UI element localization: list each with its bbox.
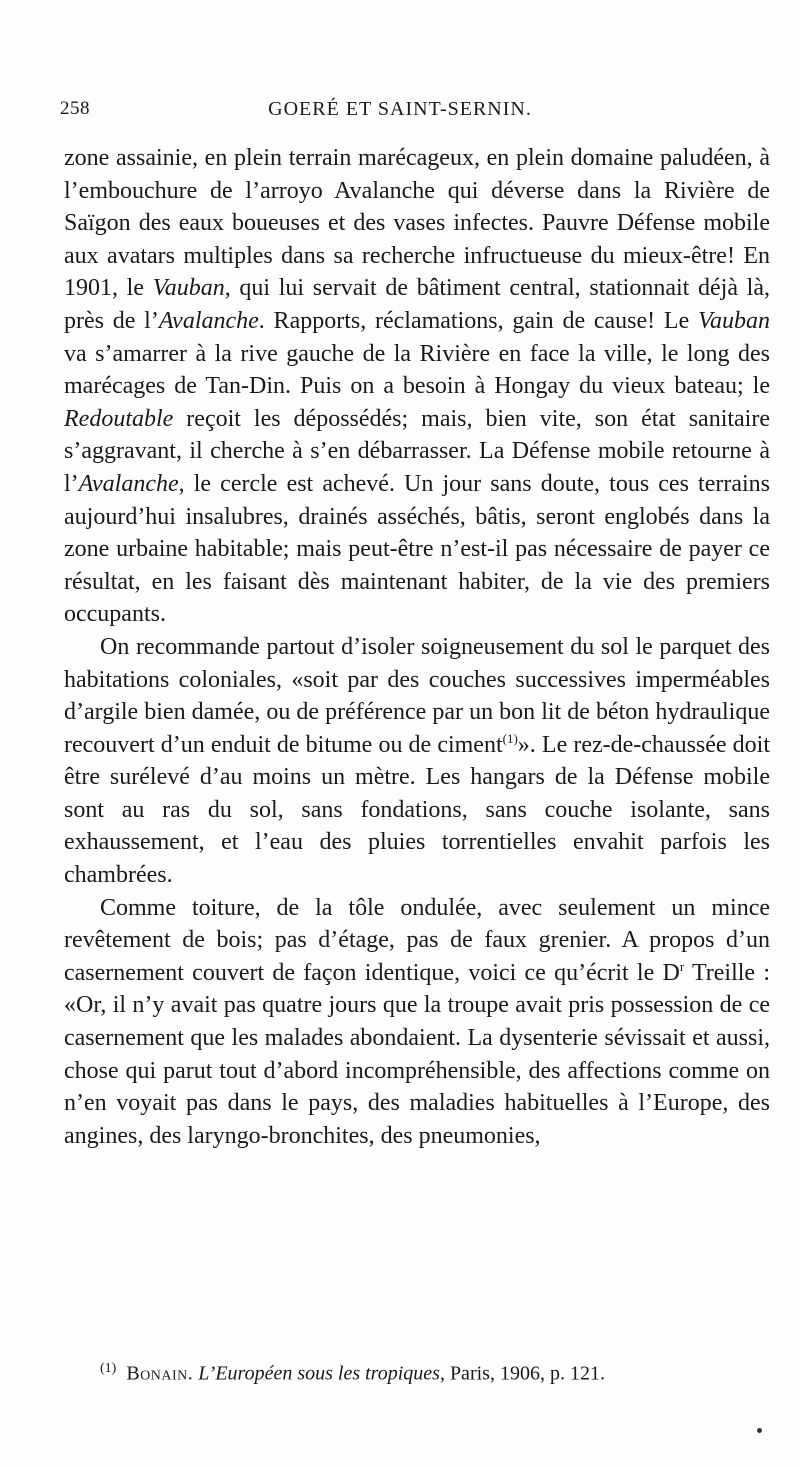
- ink-speck: [757, 1428, 762, 1433]
- text-run: , qui lui servait de bâtiment central, stationnait déjà là, près de l’: [64, 275, 770, 334]
- text-run: reçoit les dépossédés; mais, bien vite, son état sanitaire s’aggravant, il cherche à s’en débarrasser. La Défense mobile retourne à l’: [64, 405, 770, 497]
- text-run: , le cercle est achevé. Un jour sans doute, tous ces terrains aujourd’hui insalubres, drainés asséchés, bâtis, seront englobés dans la zone urbaine habitable; mais peut-être n’est-il pas nécessaire de payer ce résultat, en les faisant dès maintenant habiter, de la vie des premiers occupants.: [64, 470, 770, 628]
- text-run: ». Le rez-de-chaussée doit être surélevé d’au moins un mètre. Les hangars de la Défense mobile sont au ras du sol, sans fondations, sans couche isolante, sans exhaussement, et l’eau des pluies torrentielles envahit parfois les chambrées.: [64, 731, 770, 889]
- superscript: r: [679, 958, 685, 974]
- paragraph: [64, 892, 770, 1153]
- paragraph: [64, 142, 770, 631]
- footnote-author: Bonain.: [126, 1362, 194, 1385]
- text-run: va s’amarrer à la rive gauche de la Rivière en face la ville, le long des marécages de Tan-Din. Puis on a besoin à Hongay du vieux bateau; le: [64, 340, 770, 400]
- italic-text: Redoutable: [64, 405, 174, 432]
- text-run: zone assainie, en plein terrain marécageux, en plein domaine paludéen, à l’embouchure de l’arroyo Avalanche qui déverse dans la Rivière de Saïgon des eaux boueuses et des vases infectes. Pauvre Défense mobile aux avatars multiples dans sa recherche infructueuse du mieux-être! En 1901, le: [64, 145, 770, 302]
- italic-text: Avalanche: [78, 470, 179, 497]
- page-number: 258: [60, 98, 90, 119]
- superscript: (1): [502, 730, 518, 746]
- footnote-details: , Paris, 1906, p. 121.: [439, 1362, 605, 1385]
- italic-text: Vauban: [152, 275, 225, 302]
- running-title: GOERÉ ET SAINT-SERNIN.: [268, 98, 532, 120]
- text-run: Treille : «Or, il n’y avait pas quatre jours que la troupe avait pris possession de ce casernement que les malades abondaient. La dysenterie sévissait et aussi, chose qui parut tout d’abord incompréhensible, des affections comme on n’en voyait pas dans le pays, des maladies habituelles à l’Europe, des angines, des laryngo-bronchites, des pneumonies,: [64, 959, 770, 1149]
- text-run: . Rapports, réclamations, gain de cause! Le: [258, 307, 698, 334]
- text-run: On recommande partout d’isoler soigneusement du sol le parquet des habitations coloniales, «soit par des couches successives imperméables d’argile bien damée, ou de préférence par un bon lit de béton hydraulique recouvert d’un enduit de bitume ou de ciment: [64, 633, 770, 758]
- body-text: [64, 142, 770, 1152]
- italic-text: Avalanche: [158, 307, 259, 334]
- paragraph: [64, 631, 770, 892]
- footnote-marker: (1): [100, 1361, 117, 1376]
- footnote-title: L’Européen sous les tropiques: [198, 1362, 440, 1385]
- text-run: Comme toiture, de la tôle ondulée, avec seulement un mince revêtement de bois; pas d’étage, pas de faux grenier. A propos d’un casernement couvert de façon identique, voici ce qu’écrit le D: [64, 894, 770, 986]
- running-head: [60, 98, 740, 128]
- footnote: [100, 1356, 780, 1387]
- italic-text: Vauban: [698, 307, 770, 334]
